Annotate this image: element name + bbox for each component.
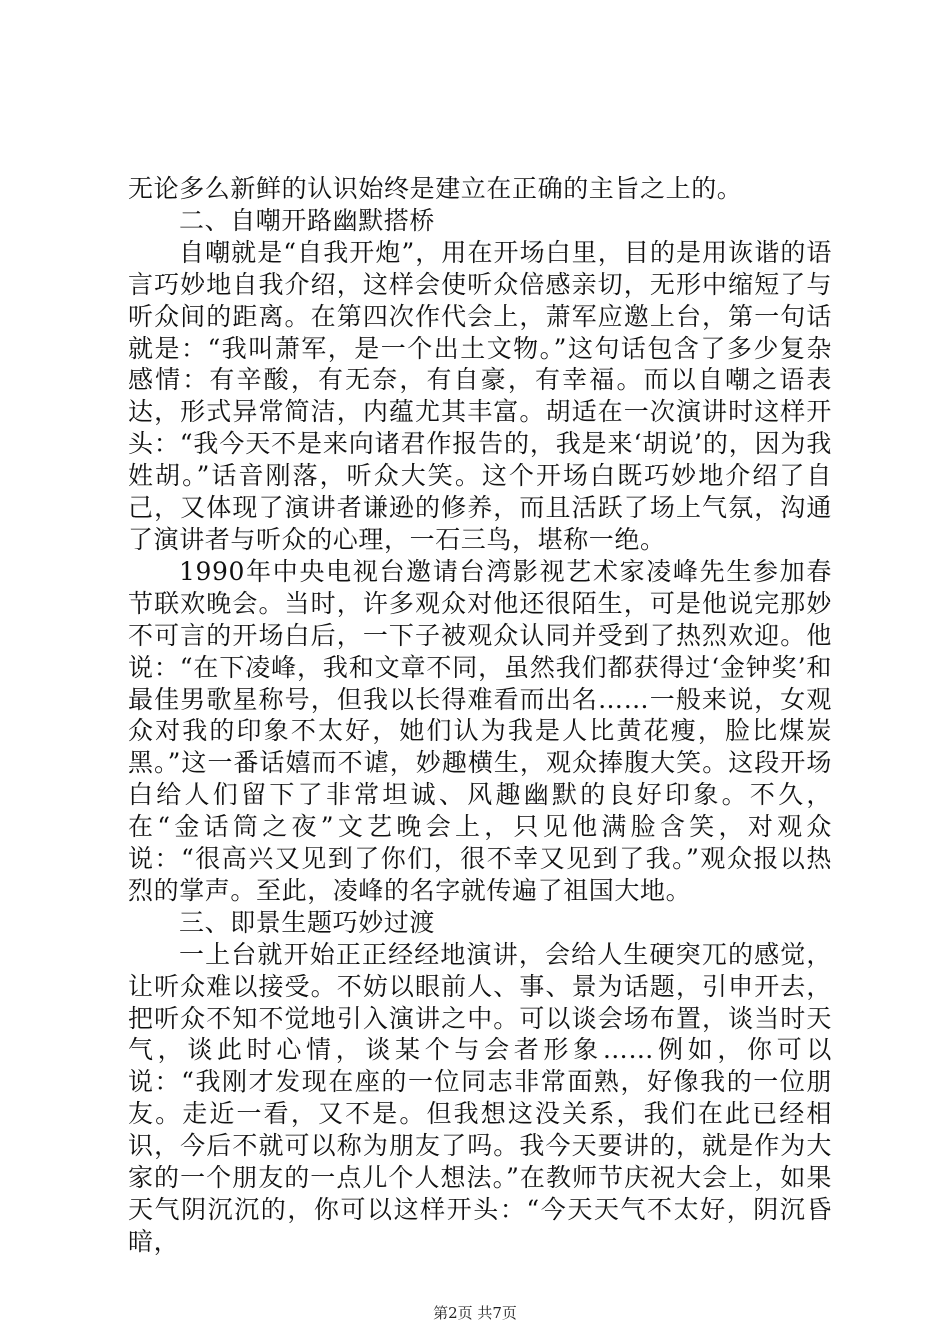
paragraph-on-the-spot: 一上台就开始正正经经地演讲，会给人生硬突兀的感觉，让听众难以接受。不妨以眼前人、事、景为话题，引申开去，把听众不知不觉地引入演讲之中。可以谈会场布置，谈当时天气，谈此时心情，谈某个与会者形象……例如，你可以说：“我刚才发现在座的一位同志非常面熟，好像我的一位朋友。走近一看，又不是。但我想这没关系，我们在此已经相识，今后不就可以称为朋友了吗。我今天要讲的，就是作为大家的一个朋友的一点儿个人想法。”在教师节庆祝大会上，如果天气阴沉沉的，你可以这样开头：“今天天气不太好，阴沉昏暗， <box>128 939 832 1256</box>
section-heading-self-mockery: 二、自嘲开路幽默搭桥 <box>179 205 436 235</box>
paragraph-ling-feng: 1990年中央电视台邀请台湾影视艺术家凌峰先生参加春节联欢晚会。当时，许多观众对他还很陌生，可是他说完那妙不可言的开场白后，一下子被观众认同并受到了热烈欢迎。他说：“在下凌峰，我和文章不同，虽然我们都获得过‘金钟奖’和最佳男歌星称号，但我以长得难看而出名……一般来说，女观众对我的印象不太好，她们认为我是人比黄花瘦，脸比煤炭黑。”这一番话嬉而不谑，妙趣横生，观众捧腹大笑。这段开场白给人们留下了非常坦诚、风趣幽默的良好印象。不久，在“金话筒之夜”文艺晚会上，只见他满脸含笑，对观众说：“很高兴又见到了你们，很不幸又见到了我。”观众报以热烈的掌声。至此，凌峰的名字就传遍了祖国大地。 <box>128 556 832 905</box>
paragraph-closing-line: 无论多么新鲜的认识始终是建立在正确的主旨之上的。 <box>128 174 743 203</box>
page-number-footer: 第2页 共7页 <box>433 1304 517 1322</box>
paragraph-self-mockery: 自嘲就是“自我开炮”，用在开场白里，目的是用诙谐的语言巧妙地自我介绍，这样会使听众倍感亲切，无形中缩短了与听众间的距离。在第四次作代会上，萧军应邀上台，第一句话就是：“我叫萧军，是一个出土文物。”这句话包含了多少复杂感情：有辛酸，有无奈，有自豪，有幸福。而以自嘲之语表达，形式异常简洁，内蕴尤其丰富。胡适在一次演讲时这样开头：“我今天不是来向诸君作报告的，我是来‘胡说’的，因为我姓胡。”话音刚落，听众大笑。这个开场白既巧妙地介绍了自己，又体现了演讲者谦逊的修养，而且活跃了场上气氛，沟通了演讲者与听众的心理，一石三鸟，堪称一绝。 <box>128 237 832 554</box>
document-body <box>128 173 832 1258</box>
section-heading-on-the-spot: 三、即景生题巧妙过渡 <box>179 907 436 937</box>
